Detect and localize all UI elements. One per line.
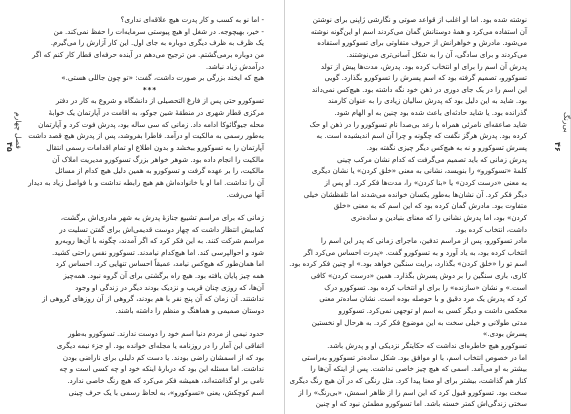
text-line: کرد که پدرش یک مرد دقیق و با حوصله بوده است. نشان ساده‌تر معنی — [319, 294, 527, 304]
text-line: مادر تسوکورو، پس از مراسم تدفین، ماجرای زمانی که پدر این اسم را — [320, 236, 527, 246]
text-line: آپارتمان را به تسوکورو ببخشد و بدون اطلاع او تمام اقدامات رسمی انتقال — [46, 143, 264, 153]
text-line: *** — [142, 84, 158, 94]
text-line: - اما نو به کسب و کار پدرت هیچ علاقه‌ای نداری؟ — [120, 15, 264, 24]
text-line: به‌طور رسمی به مالکیت او درآمد. فاطرا بفروشد، پس از پدرش هیچ قصد داشت — [28, 131, 264, 141]
text-line — [36, 200, 264, 212]
text-line: کرده بود. پدرش هرگز نگفت که چگونه و چرا آن اسم اندیشیده است. به — [316, 131, 527, 141]
text-line: پسرش تسوکورو و نه به هیچ‌کس دیگر چیزی نگفته بود. — [366, 143, 527, 153]
text-line: می‌شود. مادرش و خواهرانش از حروف متفاوتی برای تسوکورو استفاده — [317, 38, 527, 48]
right-page-number: ۴۶ — [553, 142, 562, 152]
text-line: آن استفاده می‌کرد و همهٔ دوستانش گمان می‌کردند اسم او این‌گونه نوشته — [310, 26, 527, 36]
left-page-header-title: فصل چهارم — [14, 112, 23, 149]
text-line: است.» و نشان «سازنده» را برای او انتخاب کرده بود. تسوکورو درک — [324, 282, 527, 292]
text-line: پدرش آن اسم را برای او انتخاب کرده بود. پدرش، مدت‌ها پیش از تولد — [320, 61, 527, 71]
text-line: کنار هم گذاشت، بیشتر برای او معنا پیدا کرد. مثل رنگی که در آن هیچ رنگ دیگری — [289, 375, 527, 385]
text-line: نوشته شده بود. اما او اغلب از قواعد صوتی و نگارشی ژاپنی برای نوشتن — [312, 15, 527, 24]
text-line: اسم تو را «خلق کردن» بگذارد، برایت سنگین خواهد بود.» او چنین فکر کرده بود. — [289, 259, 527, 269]
text-line: سخت بود. تسوکورو قبول کرد که این اسم را از ظاهر اسمش، «بی‌رنگ» را از — [298, 387, 527, 397]
text-line: نداشت. اما مسئله این بود که دربارهٔ اینکه خود او چه کسی است و چه — [59, 364, 264, 374]
text-line: بیشتر به او می‌آمد. اسمی که هیچ چیز خاصی نداشت. پس از اینکه آن‌ها را — [310, 364, 527, 374]
text-line: کردن» بود، اما پدرش نشانی را که معنای بنیادین و ساده‌تری — [350, 212, 527, 222]
text-line: حدود نیمی از مردم دنیا اسم خود را دوست ندارند. تسوکورو به‌طور — [68, 329, 264, 339]
text-line: دوستان صمیمی و هماهنگ و منظم را داشته باشند. — [115, 306, 264, 316]
text-line: اما در خصوص انتخاب اسم، با او موافق بود. شکل ساده‌تر تسوکورو به‌راستی — [301, 352, 527, 362]
left-page — [0, 0, 285, 414]
text-line: مالکیت، را بر عهده گرفت و تسوکورو به همین دلیل هیچ کدام از مسائل — [55, 166, 264, 176]
text-line: اما همان‌طور که هیچ‌کس نیامد، عمیقاً احساس تنهایی کرد. احساس کرد — [55, 259, 264, 269]
text-line: پسرش بودی.» — [482, 329, 527, 339]
text-line: به معنی «درست کردن» یا «بنا کردن» را، مدت‌ها فکر کرد. او پس از — [324, 177, 527, 187]
text-line: محکمی داشت و دیگر کسی به اسم او توجهی نمی‌کرد. تسوکورو — [338, 306, 527, 316]
text-line: مالکیت را انجام داده بود. شوهر خواهر بزرگ تسوکورو مدیریت املاک آن — [52, 154, 264, 164]
text-line: نداشتند. آن زمان که آن پنج نفر با هم بودند، گروهی از آن روزهای گروهی از — [42, 294, 264, 304]
left-page-body — [28, 14, 264, 398]
text-line: محله جیوگائوکا ادامه داد. زمانی که سی ساله بود، پدرش فوت کرد و آپارتمان — [38, 119, 264, 129]
right-page-header-title: بی‌رنگ — [562, 112, 571, 133]
text-line: دیگر فکر کرد. آن نشان‌ها به‌طور یکسان خوانده می‌شدند اما تلفظشان خیلی — [303, 189, 527, 199]
text-line: گذرانده بود. یا شاید حادثه‌ای باعث شده بود چنین به او الهام شود. — [334, 108, 527, 118]
text-line: سختی زندگی‌اش کمتر خسته باشد. اما تسوکورو مطمئن نبود که او چنین — [315, 399, 527, 409]
text-line: تسوکورو حتی پس از فارغ التحصیلی از دانشگاه و شروع به کار در دفتر — [55, 96, 264, 106]
text-line: نامی بر او گذاشته‌اند، همیشه فکر می‌کرد که هیچ رنگ خاصی ندارد. — [67, 375, 264, 385]
left-page-header — [5, 112, 23, 152]
text-line: اسم کوچکش، یعنی «تسوکورو»، به لحاظ رسمی با یک حرف چینی — [68, 387, 264, 397]
text-line: شود و احوالپرسی کند. اما هیچ‌کدام نیامدند. تسوکورو نفس راحتی کشید. — [51, 247, 264, 257]
text-line: آن را نداشت. اما او با خانواده‌اش هم هیچ رابطه نداشت و با فواصل زیاد به دیدار — [28, 177, 264, 187]
text-line: زمانی که برای مراسم تشییع جنازهٔ پدرش به شهر مادری‌اش برگشت، — [60, 212, 264, 222]
right-page-header — [553, 112, 571, 152]
text-line: تسوکورو، تصمیم گرفته بود که اسم پسرش را تسوکورو بگذارد. گویی — [324, 73, 527, 83]
text-line: - خیر، بهیچوجه. در شغل او هیچ پیوستی سرمایه‌ات را حفظ نمی‌کند. من — [53, 26, 264, 36]
text-line: آنها می‌رفت. — [226, 189, 264, 199]
text-line: کاری، باری سنگین را بر دوش پسرش بگذارد. همین «درست کردن» کافی — [310, 271, 527, 281]
text-line: تسوکورو هیچ خاطره‌ای نداشت که حکایتگر نزدیکی او و پدرش باشد. — [327, 340, 527, 350]
text-line: مدتی طولانی و خیلی سخت به این موضوع فکر کرد. به هرحال او نخستین — [311, 317, 527, 327]
text-line — [36, 317, 264, 329]
text-line: هیچ که ایخند بزرگی بر صورت داشت، گفت: «تو چون جاللی هستی.» — [61, 73, 264, 83]
text-line: این اسم را در یک جای دوری در ذهن خود نگه داشته بود. هیچ‌کس نمی‌داند — [311, 84, 527, 94]
text-line: مراسم شرکت کنند. به این فکر کرد که اگر آمدند، چگونه با آن‌ها روبه‌رو — [55, 236, 264, 246]
text-line: بود که از اسمشان راضی بودند. یا دست کم دلیلی برای ناراضی بودن — [62, 352, 264, 362]
text-line: درآمدش زیاد نباشد. — [205, 61, 264, 71]
text-line: متفاوت بود. مادرش گمان کرده بود که این اسم که به معنی «خلق — [333, 201, 527, 211]
text-line: می‌کردند و برای سادگی، آن را به شکل آسانی‌تری می‌نوشتند. — [346, 49, 527, 59]
right-page — [285, 0, 570, 414]
right-page-body — [289, 14, 527, 410]
text-line: کمابیش انتظار داشت که چهار دوست قدیمی‌اش برای گفتن تسلیت در — [59, 224, 264, 234]
text-line: انتخاب کرده بود، به یاد آورد و به تسوکورو گفت. «پدرت احساس می‌کرد اگر — [303, 247, 527, 257]
text-line: پدرش زمانی که باید تصمیم می‌گرفت که کدام نشان مرکب چینی — [336, 154, 527, 164]
text-line: داشت، انتخاب کرده بود. — [455, 224, 527, 234]
text-line: بود. شاید به این دلیل بود که پدرش سالیان زیادی را به عنوان کارمند — [328, 96, 527, 106]
text-line: من دوباره برمی‌گشتم. من ترجیح می‌دهم در آینده حرفه‌ای قطار کار کنم که اگر — [32, 49, 264, 59]
text-line: یک ظرف به ظرف دیگری دوباره به جای اول. این کار آزارش را می‌گیرم. — [50, 38, 264, 48]
text-line: همه چیز پایان یافته بود. هیچ راه برگشتی برای آن گروه نبود. همه‌چیز — [63, 271, 264, 281]
text-line: آن‌ها، که روزی چنان قریب و نزدیک بودند دیگر در زندگی او وجود — [75, 282, 264, 292]
text-line: اتفاقی این آمار را در روزنامه یا مجله‌ای خوانده بود. او جزء نیمه دیگری — [56, 340, 264, 350]
text-line: کلمهٔ «تسوکورو» را بنویسد، نشانی به معنی «خلق کردن» یا نشان دیگری — [311, 166, 527, 176]
text-line: مرکزی قطار شهری در منطقهٔ شین جوکو، به اقامت در آپارتمان یک خوابهٔ — [48, 108, 264, 118]
text-line: شاید صاعقه‌ای نامرئی همراه با رعد بی‌صدا نام تسوکورو را در ذهن او حک — [309, 119, 527, 129]
left-page-number: ۴۵ — [5, 142, 14, 152]
